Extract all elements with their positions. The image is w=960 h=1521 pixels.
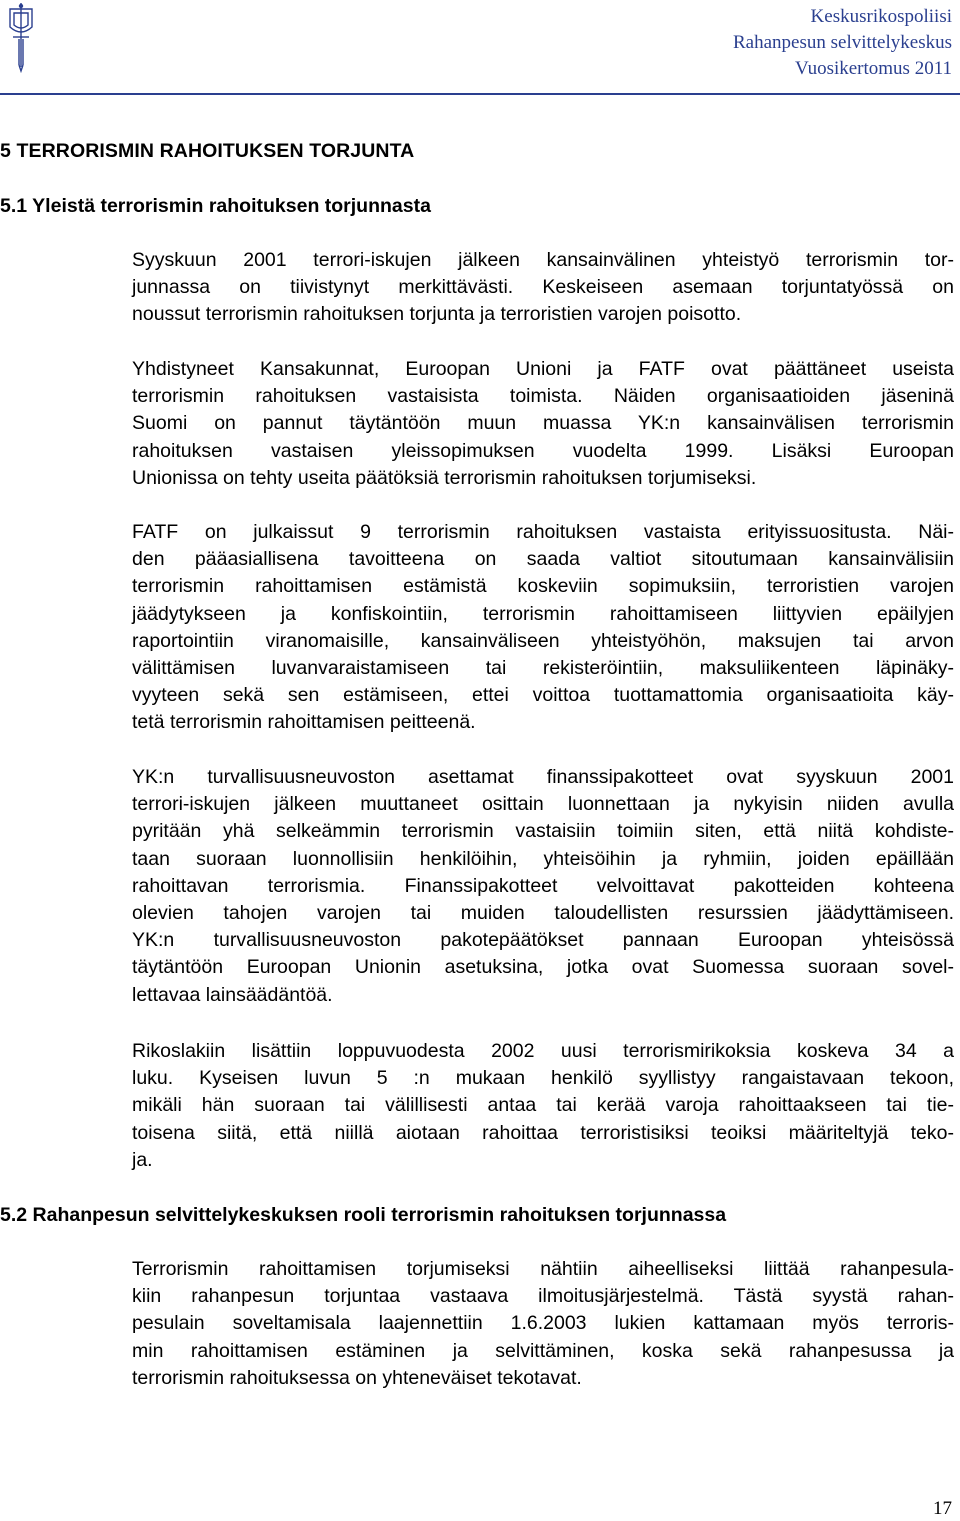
text-line: raportointiin viranomaisille, kansainväliseen yhteistyöhön, maksujen tai arvon (132, 629, 954, 652)
text-line: rahoittavan terrorismia. Finanssipakotteet velvoittavat pakotteiden kohteena (132, 874, 954, 897)
paragraph (132, 1038, 954, 1174)
paragraph (132, 247, 954, 329)
text-line: jäädytykseen ja konfiskointiin, terrorismin rahoittamiseen liittyvien epäilyjen (132, 602, 954, 625)
text-line: kiin rahanpesun torjuntaa vastaava ilmoitusjärjestelmä. Tästä syystä rahan- (132, 1285, 954, 1308)
text-line: olevien tahojen varojen tai muiden taloudellisten resurssien jäädyttämiseen. (132, 902, 954, 925)
section-title-5-1: 5.1 Yleistä terrorismin rahoituksen torjunnasta (0, 195, 431, 217)
header-unit: Rahanpesun selvittelykeskus (733, 32, 952, 53)
header-divider (0, 93, 960, 95)
text-line: noussut terrorismin rahoituksen torjunta ja terroristien varojen poisotto. (132, 303, 742, 326)
text-line: luku. Kyseisen luvun 5 :n mukaan henkilö syyllistyy rangaistavaan tekoon, (132, 1067, 954, 1090)
text-line: Yhdistyneet Kansakunnat, Euroopan Unioni ja FATF ovat päättäneet useista (132, 358, 954, 380)
text-line: terrorismin rahoituksen vastaisista toimista. Näiden organisaatioiden jäseninä (132, 385, 954, 408)
text-line: Syyskuun 2001 terrori-iskujen jälkeen kansainvälinen yhteistyö terrorismin tor- (132, 249, 954, 271)
text-line: Rikoslakiin lisättiin loppuvuodesta 2002 uusi terrorismirikoksia koskeva 34 a (132, 1040, 954, 1062)
text-line: ja. (132, 1148, 153, 1171)
text-line: taan suoraan luonnollisiin henkilöihin, yhteisöihin ja ryhmiin, joiden epäillään (132, 847, 954, 870)
text-line: Suomi on pannut täytäntöön muun muassa YK:n kansainvälisen terrorismin (132, 412, 954, 435)
text-line: mikäli hän suoraan tai välillisesti antaa tai kerää varoja rahoittaakseen tai tie- (132, 1094, 954, 1117)
text-line: pyritään yhä selkeämmin terrorismin vastaisiin toimiin siten, että niitä kohdiste- (132, 820, 954, 843)
paragraph (132, 764, 954, 1009)
section-title-5-2: 5.2 Rahanpesun selvittelykeskuksen rooli terrorismin rahoituksen torjunnassa (0, 1204, 727, 1226)
paragraph (132, 1256, 954, 1392)
document-header (733, 4, 952, 82)
text-line: Terrorismin rahoittamisen torjumiseksi nähtiin aiheelliseksi liittää rahanpesula- (132, 1258, 954, 1280)
text-line: välittämisen luvanvaraistamiseen tai rekisteröintiin, maksuliikenteen läpinäky- (132, 657, 954, 680)
text-line: terrorismin rahoituksessa on yhteneväiset tekotavat. (132, 1366, 582, 1389)
text-line: pesulain soveltamisala laajennettiin 1.6.2003 lukien kattamaan myös terroris- (132, 1312, 954, 1335)
text-line: junnassa on tiivistynyt merkittävästi. Keskeiseen asemaan torjuntatyössä on (132, 276, 954, 299)
chapter-title: 5 TERRORISMIN RAHOITUKSEN TORJUNTA (0, 140, 415, 162)
text-line: min rahoittamisen estäminen ja selvittäminen, koska sekä rahanpesussa ja (132, 1339, 954, 1362)
text-line: vyyteen sekä sen estämiseen, ettei voittoa tuottamattomia organisaatioita käy- (132, 684, 954, 707)
text-line: rahoituksen vastaisen yleissopimuksen vuodelta 1999. Lisäksi Euroopan (132, 439, 954, 462)
page-number: 17 (933, 1498, 952, 1519)
text-line: Unionissa on tehty useita päätöksiä terrorismin rahoituksen torjumiseksi. (132, 466, 757, 489)
text-line: FATF on julkaissut 9 terrorismin rahoituksen vastaista erityissuositusta. Näi- (132, 521, 954, 543)
text-line: toisena siitä, että niillä aiotaan rahoittaa terroristisiksi teoiksi määriteltyjä teko- (132, 1121, 954, 1144)
text-line: tetä terrorismin rahoittamisen peitteenä. (132, 711, 476, 734)
text-line: YK:n turvallisuusneuvoston pakotepäätökset pannaan Euroopan yhteisössä (132, 929, 954, 952)
text-line: täytäntöön Euroopan Unionin asetuksina, jotka ovat Suomessa suoraan sovel- (132, 956, 954, 979)
header-report-title: Vuosikertomus 2011 (794, 58, 952, 79)
paragraph (132, 356, 954, 492)
text-line: lettavaa lainsäädäntöä. (132, 983, 333, 1006)
text-line: terrori-iskujen jälkeen muuttaneet osittain luonnettaan ja nykyisin niiden avulla (132, 793, 954, 816)
text-line: den pääasiallisena tavoitteena on saada valtiot sitoutumaan kansainvälisiin (132, 548, 954, 571)
text-line: terrorismin rahoittamisen estämistä koskeviin sopimuksiin, terroristien varojen (132, 575, 954, 598)
header-organization: Keskusrikospoliisi (810, 6, 952, 27)
text-line: YK:n turvallisuusneuvoston asettamat finanssipakotteet ovat syyskuun 2001 (132, 766, 954, 788)
police-sword-emblem-icon (4, 3, 38, 73)
paragraph (132, 519, 954, 737)
